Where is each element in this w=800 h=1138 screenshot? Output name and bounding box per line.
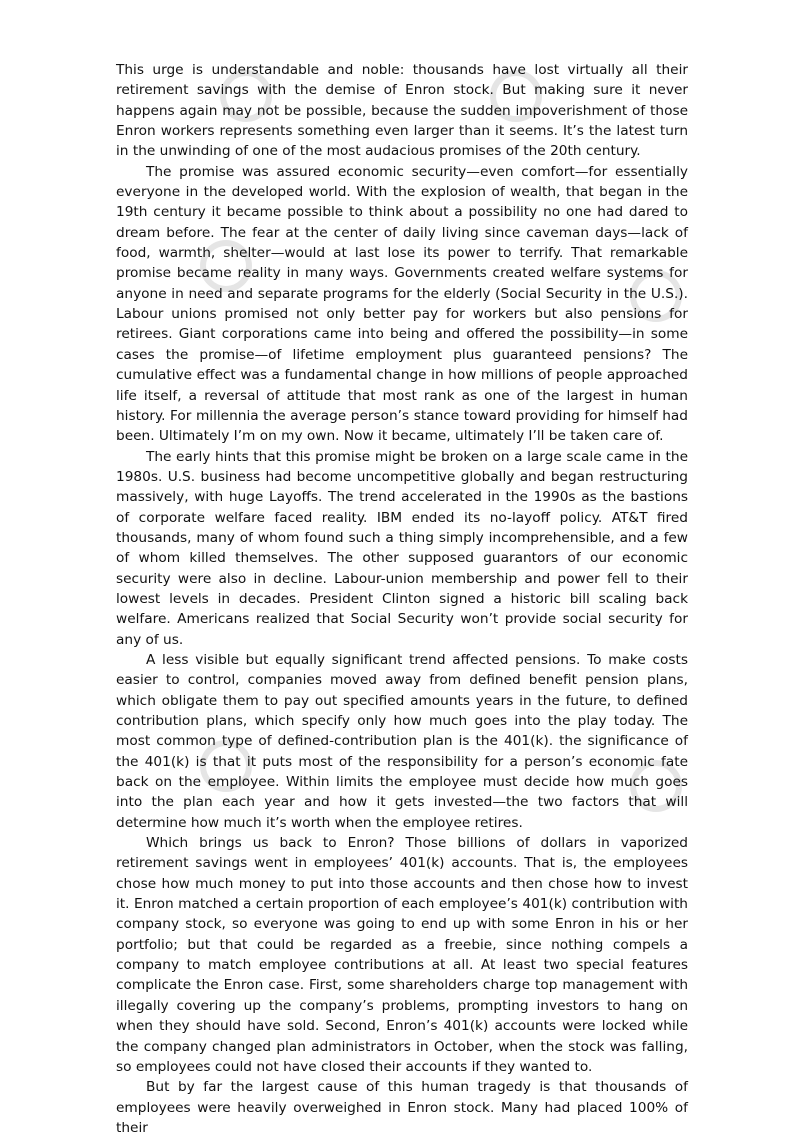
paragraph-3: The early hints that this promise might be broken on a large scale came in the 1980s. U.S. business had become uncompetitive globally and began restructuring massively, with huge Layoffs. The trend accelerated in the 1990s as the bastions of corporate welfare faced reality. IBM ended its no-layoff policy. AT&T fired thousands, many of whom found such a thing simply incomprehensible, and a few of whom killed themselves. The other supposed guarantors of our economic security were also in decline. Labour-union membership and power fell to their lowest levels in decades. President Clinton signed a historic bill scaling back welfare. Americans realized that Social Security won’t provide social security for any of us. bbox=[116, 448, 688, 648]
article-body bbox=[116, 60, 688, 1138]
paragraph-5: Which brings us back to Enron? Those billions of dollars in vaporized retirement savings went in employees’ 401(k) accounts. That is, the employees chose how much money to put into those accounts and then chose how to invest it. Enron matched a certain proportion of each employee’s 401(k) contribution with company stock, so everyone was going to end up with some Enron in his or her portfolio; but that could be regarded as a freebie, since nothing compels a company to match employee contributions at all. At least two special features complicate the Enron case. First, some shareholders charge top management with illegally covering up the company’s problems, prompting investors to hang on when they should have sold. Second, Enron’s 401(k) accounts were locked while the company changed plan administrators in October, when the stock was falling, so employees could not have closed their accounts if they wanted to. bbox=[116, 835, 688, 1075]
paragraph-4: A less visible but equally significant trend affected pensions. To make costs easier to control, companies moved away from defined benefit pension plans, which obligate them to pay out specified amounts years in the future, to defined contribution plans, which specify only how much goes into the play today. The most common type of defined-contribution plan is the 401(k). the significance of the 401(k) is that it puts most of the responsibility for a person’s economic fate back on the employee. Within limits the employee must decide how much goes into the plan each year and how it gets invested—the two factors that will determine how much it’s worth when the employee retires. bbox=[116, 651, 688, 831]
paragraph-6: But by far the largest cause of this human tragedy is that thousands of employees were heavily overweighed in Enron stock. Many had placed 100% of their bbox=[116, 1079, 688, 1136]
paragraph-2: The promise was assured economic security—even comfort—for essentially everyone in the developed world. With the explosion of wealth, that began in the 19th century it became possible to think about a possibility no one had dared to dream before. The fear at the center of daily living since caveman days—lack of food, warmth, shelter—would at last lose its power to terrify. That remarkable promise became reality in many ways. Governments created welfare systems for anyone in need and separate programs for the elderly (Social Security in the U.S.). Labour unions promised not only better pay for workers but also pensions for retirees. Giant corporations came into being and offered the possibility—in some cases the promise—of lifetime employment plus guaranteed pensions? The cumulative effect was a fundamental change in how millions of people approached life itself, a reversal of attitude that most rank as one of the largest in human history. For millennia the average person’s stance toward providing for himself had been. Ultimately I’m on my own. Now it became, ultimately I’ll be taken care of. bbox=[116, 163, 688, 445]
paragraph-1: This urge is understandable and noble: thousands have lost virtually all their retirement savings with the demise of Enron stock. But making sure it never happens again may not be possible, because the sudden impoverishment of those Enron workers represents something even larger than it seems. It’s the latest turn in the unwinding of one of the most audacious promises of the 20th century. bbox=[116, 62, 688, 160]
